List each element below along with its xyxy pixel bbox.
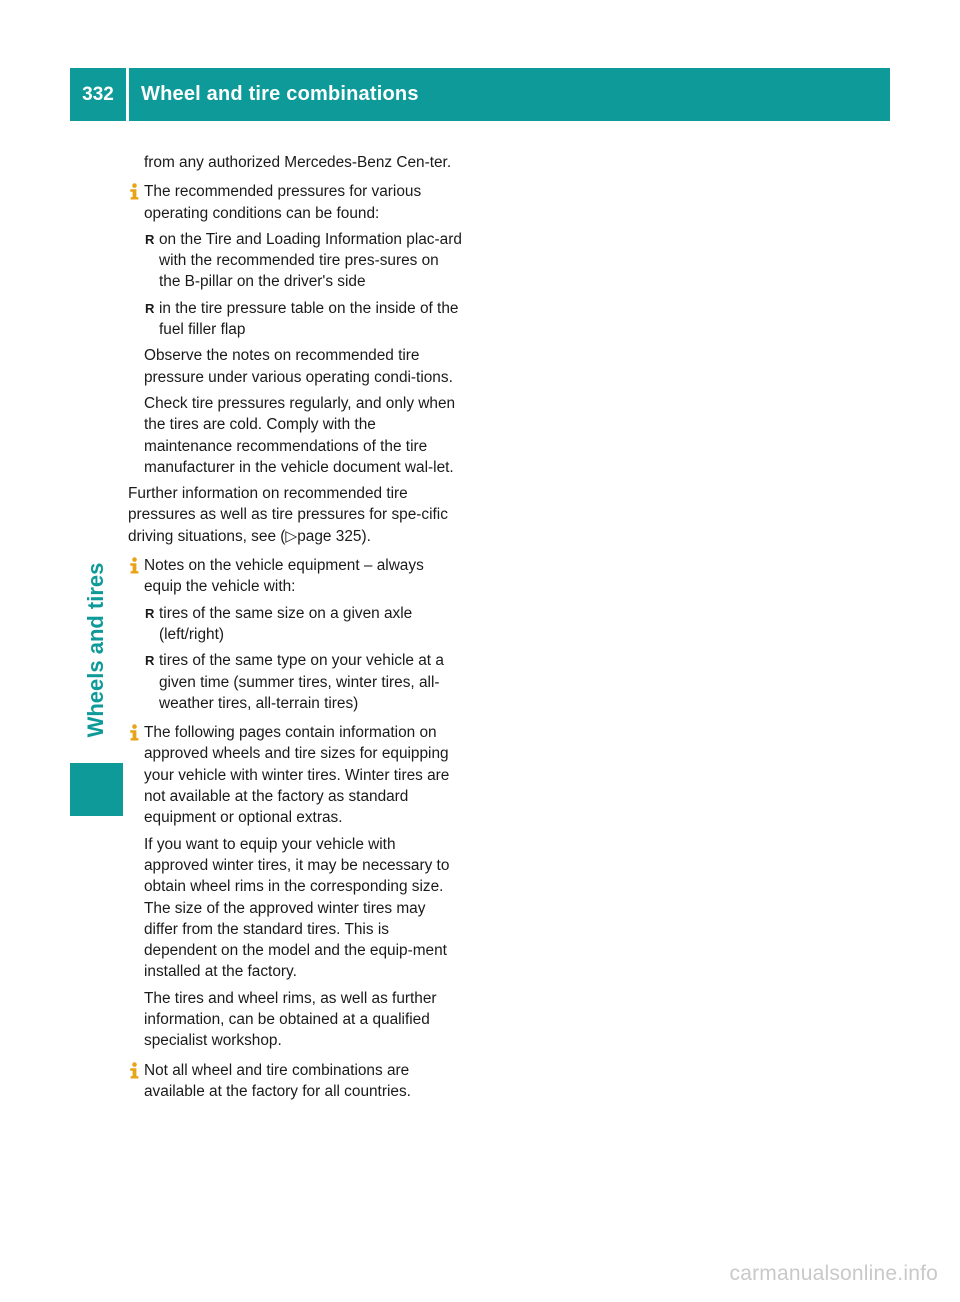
side-tab-marker [70,763,123,816]
paragraph: from any authorized Mercedes-Benz Cen-ter. [144,154,452,171]
list-item-text: in the tire pressure table on the inside of the fuel filler flap [159,299,459,339]
bullet-marker: R [145,231,155,247]
paragraph: Check tire pressures regularly, and only when the tires are cold. Comply with the maintenance recommendations of the tire manufacturer in the vehicle document wal-let. [144,394,456,476]
info-block [128,1060,462,1103]
info-icon [128,557,141,574]
reference-suffix: ). [361,527,371,545]
info-icon [128,183,141,200]
list-item [128,229,462,293]
bullet-marker: R [145,300,155,316]
info-block [128,722,462,828]
side-tab-label: Wheels and tires [83,562,108,738]
list-item-text: tires of the same size on a given axle (left/right) [159,604,413,643]
watermark: carmanualsonline.info [729,1262,938,1285]
info-text: The following pages contain information on approved wheels and tire sizes for equipping your vehicle with winter tires. Winter tires are not available at the factory as standard equipment or optional extras. [144,724,450,827]
list-item [128,650,462,714]
reference-text: Further information on recommended tire pressures as well as tire pressures for spe-cific driving situations, see ( [128,485,448,545]
info-icon [128,724,141,741]
info-text: Not all wheel and tire combinations are available at the factory for all countries. [144,1061,411,1100]
page-title: Wheel and tire combinations [141,83,419,105]
paragraph-with-reference [128,483,462,547]
bullet-marker: R [145,653,155,669]
page-number: 332 [82,83,114,105]
paragraph: If you want to equip your vehicle with approved winter tires, it may be necessary to obtain wheel rims in the corresponding size. The size of the approved winter tires may differ from the standard tires. This is dependent on the model and the equip-ment installed at the factory. [144,835,450,981]
bullet-marker: R [145,605,155,621]
list-item [128,298,462,341]
main-content [128,152,462,1102]
header-divider [126,68,129,121]
info-block [128,181,462,224]
info-text: Notes on the vehicle equipment – always equip the vehicle with: [144,557,424,596]
page-arrow-icon: ▷ [285,527,298,545]
page-reference-link[interactable]: page 325 [297,527,362,545]
paragraph: Observe the notes on recommended tire pressure under various operating condi-tions. [144,347,453,386]
list-item-text: on the Tire and Loading Information plac-ard with the recommended tire pres-sures on the B-pillar on the driver's side [159,230,462,291]
info-block [128,555,462,598]
list-item-text: tires of the same type on your vehicle at a given time (summer tires, winter tires, all-weather tires, all-terrain tires) [159,652,444,712]
info-text: The recommended pressures for various operating conditions can be found: [144,183,422,222]
list-item [128,603,462,646]
paragraph: The tires and wheel rims, as well as further information, can be obtained at a qualified specialist workshop. [144,989,437,1050]
info-icon [128,1062,141,1079]
